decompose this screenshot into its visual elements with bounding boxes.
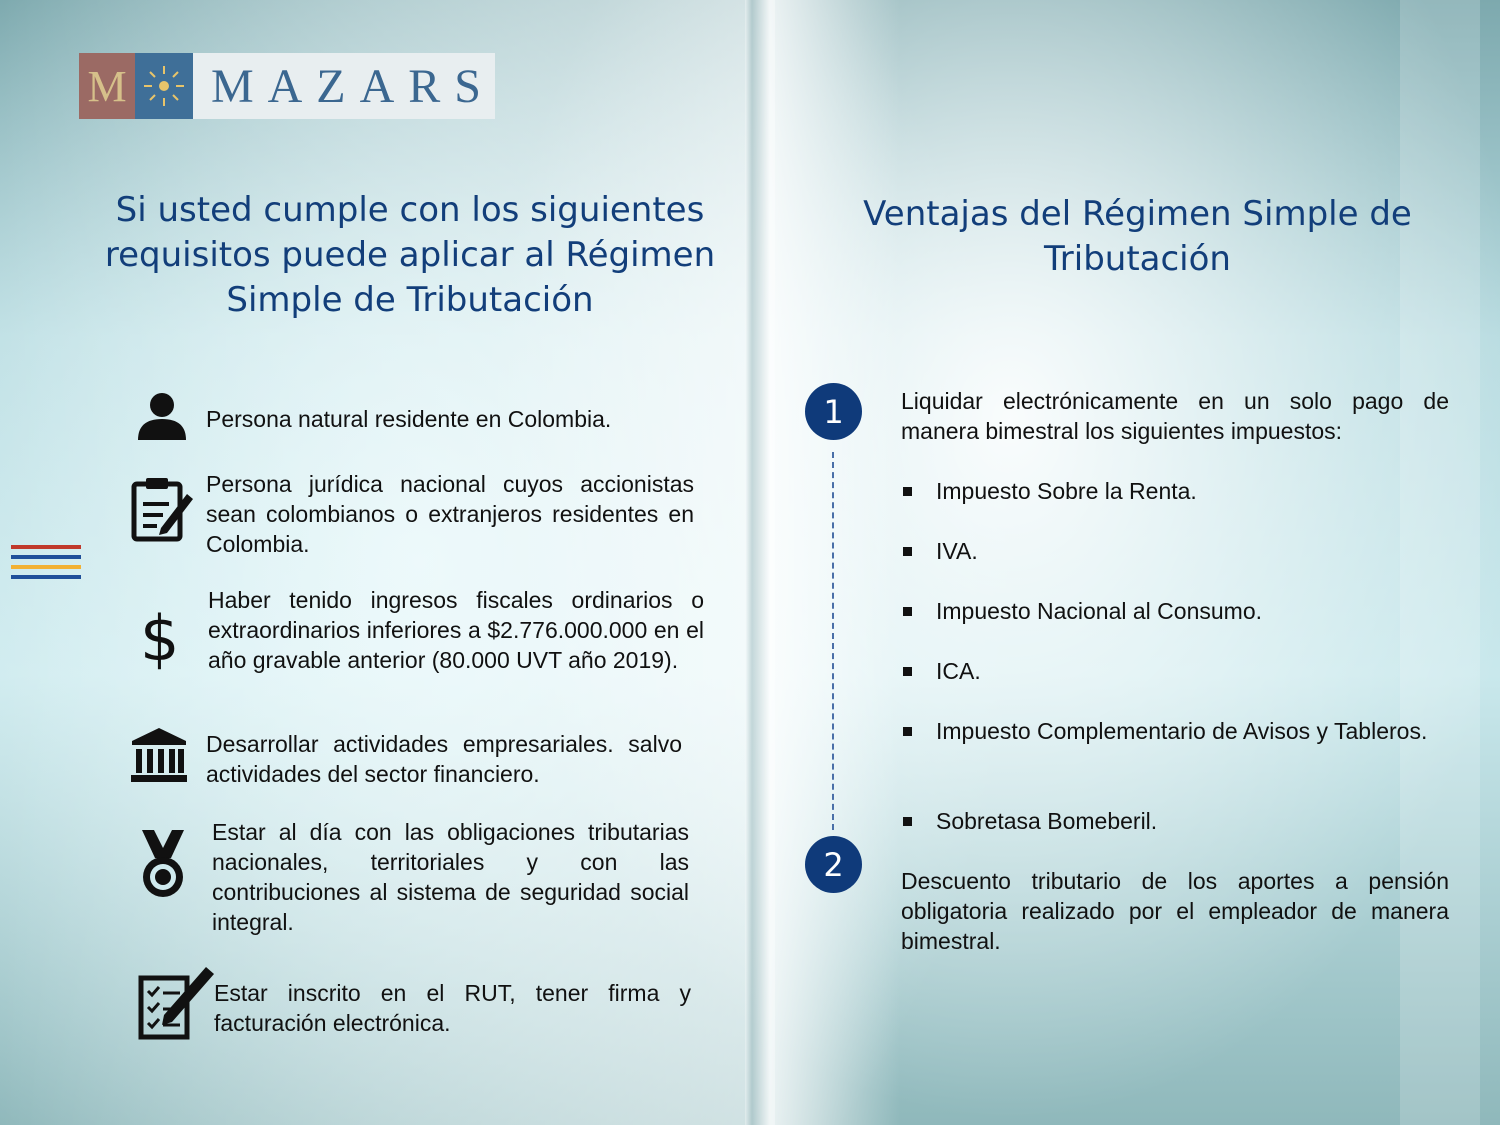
deco-stripe-red — [11, 545, 81, 549]
bullet-marker — [903, 547, 912, 556]
requirement-text: Persona natural residente en Colombia. — [206, 406, 612, 432]
person-icon — [136, 392, 188, 444]
advantage-text: Descuento tributario de los aportes a pensión obligatoria realizado por el empleador de manera bimestral. — [901, 868, 1449, 954]
requirements-title: Si usted cumple con los siguientes requisitos puede aplicar al Régimen Simple de Tributación — [104, 190, 716, 320]
bullet-marker — [903, 667, 912, 676]
requirement-text: Estar al día con las obligaciones tributarias nacionales, territoriales y con las contribuciones al sistema de seguridad social integral. — [212, 819, 689, 935]
tax-item: Impuesto Sobre la Renta. — [936, 478, 1197, 504]
clipboard-edit-icon — [131, 476, 195, 546]
logo-letter: M — [79, 53, 135, 119]
tax-item: IVA. — [936, 538, 978, 564]
bank-icon — [130, 727, 188, 787]
bullet-marker — [903, 727, 912, 736]
bg-stripe — [745, 0, 775, 1125]
tax-item: Impuesto Complementario de Avisos y Tableros. — [936, 718, 1428, 744]
advantage-text: Liquidar electrónicamente en un solo pago de manera bimestral los siguientes impuestos: — [901, 388, 1449, 444]
deco-stripe-yellow — [11, 565, 81, 569]
logo-wordmark: MAZARS — [193, 53, 495, 119]
tax-item: Impuesto Nacional al Consumo. — [936, 598, 1262, 624]
dollar-icon: $ — [140, 602, 180, 675]
requirement-text: Estar inscrito en el RUT, tener firma y facturación electrónica. — [214, 980, 691, 1036]
tax-item: Sobretasa Bomeberil. — [936, 808, 1158, 834]
step-number-1: 1 — [805, 383, 862, 440]
sun-icon — [135, 53, 193, 119]
advantages-title: Ventajas del Régimen Simple de Tributación — [863, 194, 1412, 279]
deco-stripe-blue — [11, 575, 81, 579]
checklist-pen-icon — [138, 963, 216, 1045]
medal-icon — [138, 830, 188, 904]
requirement-text: Haber tenido ingresos fiscales ordinarios o extraordinarios inferiores a $2.776.000.000 en el año gravable anterior (80.000 UVT año 2019). — [208, 587, 704, 673]
deco-stripe-blue — [11, 555, 81, 559]
bullet-marker — [903, 607, 912, 616]
bullet-marker — [903, 487, 912, 496]
requirement-text: Persona jurídica nacional cuyos accionistas sean colombianos o extranjeros residentes en Colombia. — [206, 471, 694, 557]
bullet-marker — [903, 817, 912, 826]
tax-item: ICA. — [936, 658, 981, 684]
timeline-connector — [832, 452, 834, 830]
requirement-text: Desarrollar actividades empresariales. salvo actividades del sector financiero. — [206, 731, 682, 787]
step-number-2: 2 — [805, 836, 862, 893]
mazars-logo — [79, 53, 495, 119]
